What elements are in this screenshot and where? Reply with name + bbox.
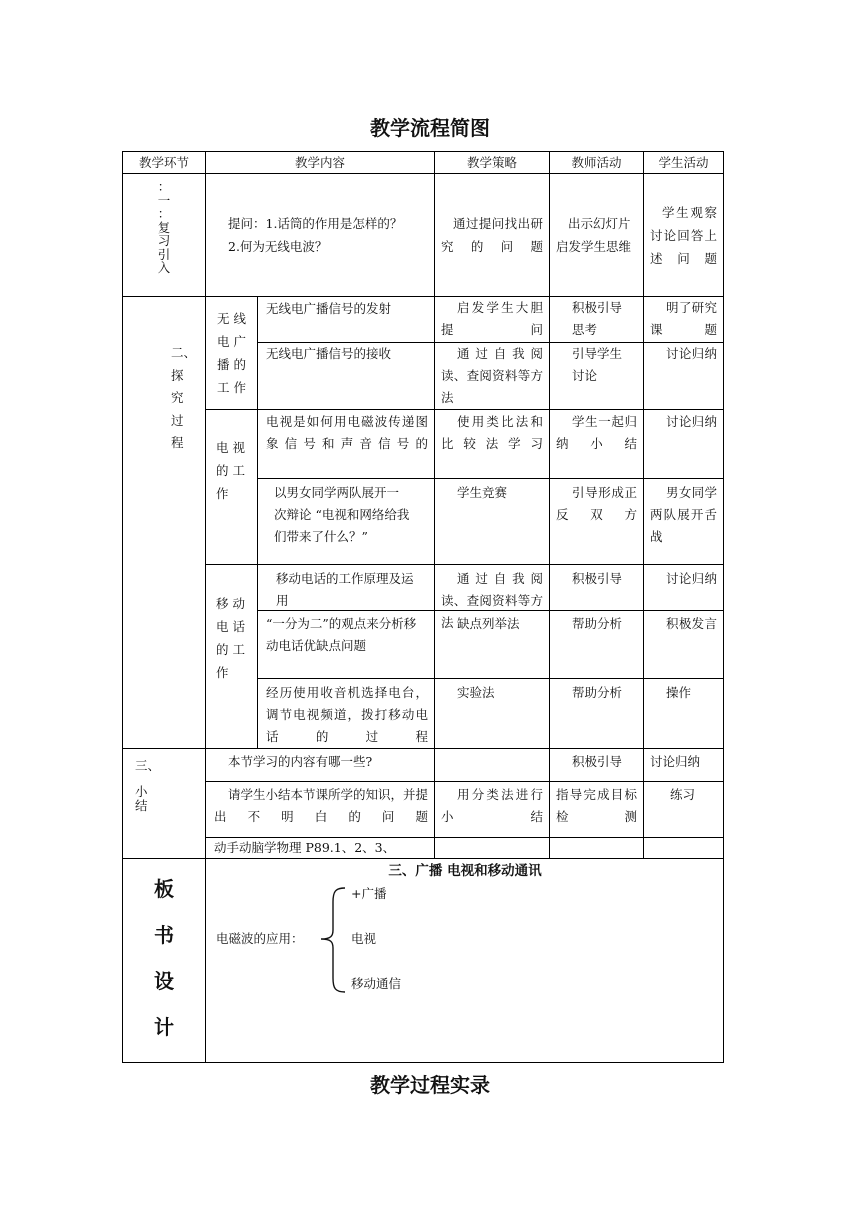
sec2-row2-strategy-text: 使用类比法和比较法学习: [441, 414, 543, 451]
sec2-row0-strategy: [435, 297, 550, 343]
sec2-row2-content-text: 电视是如何用电磁波传递图象信号和声音信号的: [266, 414, 428, 451]
sec3-row1-content-text: 请学生小结本节课所学的知识，并提出不明白的问题: [214, 787, 429, 824]
section-title-bottom: 教学过程实录: [370, 1073, 490, 1097]
sec2-row1-teacher: [550, 343, 644, 410]
sec2-row3-teacher: [550, 479, 644, 565]
sec1-strategy-text: 通过提问找出研究的问题: [441, 216, 543, 254]
sec2-row1-student-text: 讨论归纳: [666, 346, 717, 361]
sec2-row2-teacher: [550, 410, 644, 479]
sec2-row5-strategy: [435, 611, 550, 679]
sec2-row2-teacher-text: 学生一起归纳小结: [556, 414, 637, 451]
sec2-row3-strategy: [435, 479, 550, 565]
sec2-row2-student-text: 讨论归纳: [666, 414, 717, 429]
board-item-radio: +广播: [351, 886, 387, 901]
sec2-row3-student-text: 男女同学两队展开舌战: [650, 485, 717, 544]
sec2-stage: [122, 297, 206, 749]
sec3-row1-strategy: [435, 782, 550, 838]
board-label: 板 书 设 计: [154, 877, 174, 1039]
sec2-row3-content-text: 以男女同学两队展开一 次辩论 “电视和网络给我 们带来了什么？”: [274, 485, 410, 544]
sec2-row3-student: [644, 479, 724, 565]
sec2-row4-student-text: 讨论归纳: [666, 571, 717, 586]
sec2-row5-student-text: 积极发言: [666, 616, 717, 631]
sec1-student-text: 学生观察讨论回答上述问题: [650, 204, 717, 266]
sec2-row4-teacher: [550, 565, 644, 611]
sec1-stage: [122, 174, 206, 297]
sec2-row3-strategy-text: 学生竞赛: [457, 485, 508, 500]
board-lead: 电磁波的应用：: [216, 931, 304, 946]
sec2-row6-student-text: 操作: [666, 685, 692, 700]
header-content: 教学内容: [206, 151, 435, 174]
sec1-teacher-text: 出示幻灯片 启发学生思维: [556, 216, 632, 254]
sec2-row2-student: [644, 410, 724, 479]
sec2-row5-strategy-text: 缺点列举法: [457, 616, 520, 631]
sec3-row1-student-text: 练习: [670, 787, 696, 802]
sec2-row6-teacher: [550, 679, 644, 749]
board-label-cell: [122, 859, 206, 1063]
sec3-row0-student-text: 讨论归纳: [650, 754, 701, 769]
header-teacher: 教师活动: [550, 151, 644, 174]
sec2-row5-content-text: “一分为二”的观点来分析移 动电话优缺点问题: [266, 616, 417, 653]
sec2-row0-teacher: [550, 297, 644, 343]
sec3-stage: [122, 749, 206, 859]
sec2-row0-student: [644, 297, 724, 343]
sec2-row0-content-text: 无线电广播信号的发射: [266, 301, 392, 316]
sec2-row6-strategy-text: 实验法: [457, 685, 495, 700]
sec2-row5-teacher: [550, 611, 644, 679]
sec2-row3-teacher-text: 引导形成正反双方: [556, 485, 637, 522]
sec3-row2-strategy: [435, 838, 550, 859]
sec3-row2-content-text: 动手动脑学物理 P89.1、2、3、: [214, 840, 396, 855]
sec3-row0-content: [206, 749, 435, 782]
sec2-row6-content: [258, 679, 435, 749]
sec3-label-b: 小 结: [135, 784, 148, 813]
board-title: 三、广播 电视和移动通讯: [388, 863, 542, 879]
sec2-row4-strategy-text: 通过自我阅读、查阅资料等方法: [441, 571, 543, 630]
board-item-mobile: 移动通信: [351, 976, 402, 991]
header-student: 学生活动: [644, 151, 724, 174]
sec2-row4-teacher-text: 积极引导: [572, 571, 623, 586]
sec3-row1-teacher-text: 指导完成目标检测: [556, 787, 637, 824]
sec3-row1-content: [206, 782, 435, 838]
sec1-label: ： 一 ： 复 习 引 入: [157, 179, 171, 275]
sec2-row5-teacher-text: 帮助分析: [572, 616, 623, 631]
board-item-tv: 电视: [351, 931, 377, 946]
sec2-row1-student: [644, 343, 724, 410]
sec2-row2-strategy: [435, 410, 550, 479]
sec1-teacher: [550, 174, 644, 297]
sec3-row1-strategy-text: 用分类法进行小结: [441, 787, 543, 824]
curly-brace-icon: [315, 886, 351, 996]
sec2-row3-content: [258, 479, 435, 565]
sec1-strategy: [435, 174, 550, 297]
sec3-row0-strategy: [435, 749, 550, 782]
sec2-row0-teacher-text: 积极引导 思考: [572, 300, 623, 337]
sec2-row0-content: [258, 297, 435, 343]
sec3-row1-student: [644, 782, 724, 838]
sec2-sub-tv: [206, 410, 258, 565]
sec2-row2-content: [258, 410, 435, 479]
sec3-row0-student: [644, 749, 724, 782]
sec2-sub-mobile-label: 移 动 电 话 的 工 作: [216, 596, 245, 680]
sec2-sub-radio-label: 无 线 电 广 播 的 工 作: [217, 311, 246, 395]
sec1-content: [206, 174, 435, 297]
sec2-row1-strategy-text: 通过自我阅读、查阅资料等方法: [441, 346, 543, 405]
sec2-row5-student: [644, 611, 724, 679]
sec3-row0-teacher-text: 积极引导: [572, 754, 623, 769]
sec2-row6-strategy: [435, 679, 550, 749]
sec3-label-a: 三、: [135, 758, 161, 773]
sec3-row0-content-text: 本节学习的内容有哪一些?: [228, 754, 373, 769]
sec2-row0-strategy-text: 启发学生大胆提问: [441, 300, 543, 337]
sec1-content-text: 提问：1.话筒的作用是怎样的？ 2.何为无线电波？: [228, 216, 403, 254]
sec2-row1-teacher-text: 引导学生 讨论: [572, 346, 623, 383]
sec3-row2-teacher: [550, 838, 644, 859]
sec2-row5-content: [258, 611, 435, 679]
sec2-row4-student: [644, 565, 724, 611]
sec3-row2-student: [644, 838, 724, 859]
sec2-sub-tv-label: 电 视 的 工 作: [216, 440, 245, 501]
board-content-cell: [206, 859, 724, 1063]
sec2-sub-radio: [206, 297, 258, 410]
sec2-label: 二、 探 究 过 程: [171, 345, 197, 450]
sec2-row6-teacher-text: 帮助分析: [572, 685, 623, 700]
header-stage: 教学环节: [122, 151, 206, 174]
sec2-row4-content-text: 移动电话的工作原理及运 用: [276, 571, 414, 608]
page-title: 教学流程简图: [370, 116, 490, 140]
sec2-row0-student-text: 明了研究课题: [650, 300, 717, 337]
sec2-row1-content: [258, 343, 435, 410]
sec2-row6-content-text: 经历使用收音机选择电台，调节电视频道，拨打移动电话的过程: [266, 685, 428, 744]
sec2-row4-content: [258, 565, 435, 611]
sec2-row6-student: [644, 679, 724, 749]
sec2-row1-strategy: [435, 343, 550, 410]
sec3-row2-content: [206, 838, 435, 859]
header-strategy: 教学策略: [435, 151, 550, 174]
sec1-student: [644, 174, 724, 297]
sec3-row0-teacher: [550, 749, 644, 782]
sec3-row1-teacher: [550, 782, 644, 838]
sec2-sub-mobile: [206, 565, 258, 749]
sec2-row1-content-text: 无线电广播信号的接收: [266, 346, 392, 361]
